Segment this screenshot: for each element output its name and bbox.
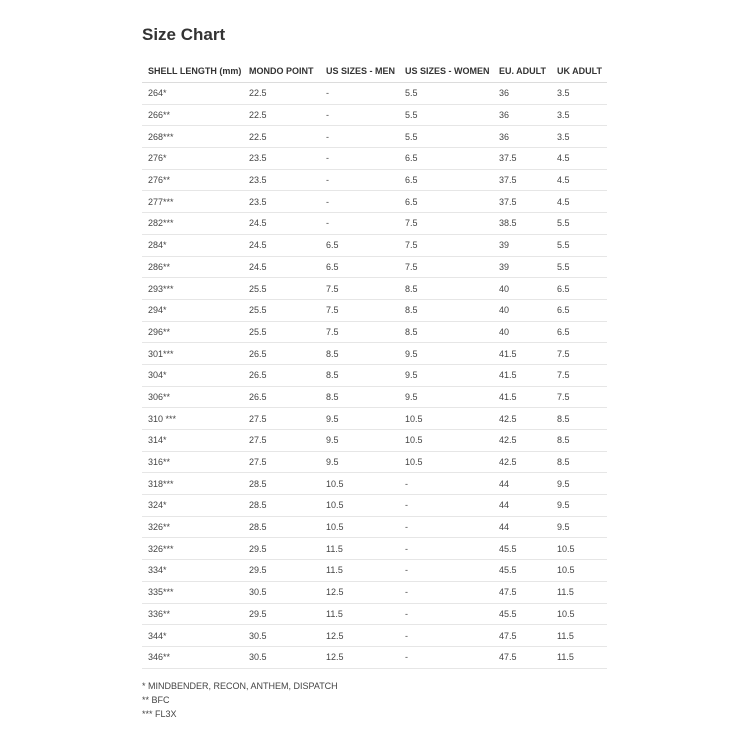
table-row (142, 234, 607, 256)
page-title: Size Chart (142, 25, 226, 44)
table-cell: 27.5 (243, 430, 320, 452)
table-row (142, 581, 607, 603)
table-cell: 9.5 (320, 451, 399, 473)
table-cell: 6.5 (551, 299, 607, 321)
table-cell: 10.5 (551, 538, 607, 560)
table-cell: 344* (142, 625, 243, 647)
table-header-row (142, 59, 607, 83)
table-cell: 277*** (142, 191, 243, 213)
table-cell: 10.5 (551, 560, 607, 582)
table-cell: 28.5 (243, 516, 320, 538)
table-cell: 6.5 (399, 148, 493, 170)
table-cell: 3.5 (551, 104, 607, 126)
table-cell: 40 (493, 278, 551, 300)
table-cell: 29.5 (243, 538, 320, 560)
table-cell: 4.5 (551, 148, 607, 170)
table-cell: 8.5 (399, 278, 493, 300)
column-header: US SIZES - MEN (320, 59, 399, 83)
table-row (142, 278, 607, 300)
table-cell: 44 (493, 495, 551, 517)
table-cell: - (399, 581, 493, 603)
table-cell: 42.5 (493, 451, 551, 473)
table-cell: 294* (142, 299, 243, 321)
table-cell: 25.5 (243, 321, 320, 343)
table-cell: 9.5 (551, 495, 607, 517)
table-cell: 304* (142, 364, 243, 386)
table-cell: 7.5 (399, 234, 493, 256)
table-row (142, 213, 607, 235)
table-cell: 44 (493, 473, 551, 495)
table-row (142, 364, 607, 386)
table-cell: 276* (142, 148, 243, 170)
table-row (142, 473, 607, 495)
table-cell: 47.5 (493, 646, 551, 668)
table-cell: 268*** (142, 126, 243, 148)
table-cell: 42.5 (493, 430, 551, 452)
table-cell: 37.5 (493, 148, 551, 170)
table-cell: 41.5 (493, 343, 551, 365)
table-cell: 12.5 (320, 625, 399, 647)
table-cell: - (399, 625, 493, 647)
table-cell: 25.5 (243, 299, 320, 321)
table-cell: 11.5 (551, 646, 607, 668)
table-row (142, 321, 607, 343)
table-row (142, 104, 607, 126)
table-cell: 9.5 (399, 386, 493, 408)
table-cell: 6.5 (551, 278, 607, 300)
table-cell: 6.5 (320, 256, 399, 278)
table-cell: 37.5 (493, 169, 551, 191)
table-cell: 7.5 (551, 343, 607, 365)
table-cell: 25.5 (243, 278, 320, 300)
table-cell: 30.5 (243, 646, 320, 668)
table-row (142, 148, 607, 170)
table-cell: 4.5 (551, 169, 607, 191)
table-cell: 293*** (142, 278, 243, 300)
table-cell: 5.5 (551, 213, 607, 235)
table-cell: 27.5 (243, 408, 320, 430)
table-cell: 6.5 (399, 191, 493, 213)
table-cell: 27.5 (243, 451, 320, 473)
table-cell: 10.5 (399, 451, 493, 473)
table-cell: 44 (493, 516, 551, 538)
column-header: MONDO POINT (243, 59, 320, 83)
table-cell: 39 (493, 234, 551, 256)
table-row (142, 126, 607, 148)
table-cell: 276** (142, 169, 243, 191)
table-cell: 7.5 (320, 321, 399, 343)
table-cell: 8.5 (551, 430, 607, 452)
table-cell: 45.5 (493, 560, 551, 582)
column-header: SHELL LENGTH (mm) (142, 59, 243, 83)
table-row (142, 343, 607, 365)
table-cell: 28.5 (243, 473, 320, 495)
table-cell: 30.5 (243, 625, 320, 647)
table-cell: 10.5 (399, 408, 493, 430)
table-cell: 324* (142, 495, 243, 517)
table-cell: 9.5 (551, 473, 607, 495)
table-cell: 326*** (142, 538, 243, 560)
table-cell: 37.5 (493, 191, 551, 213)
table-cell: 301*** (142, 343, 243, 365)
table-cell: - (320, 104, 399, 126)
table-cell: 314* (142, 430, 243, 452)
table-cell: 10.5 (320, 473, 399, 495)
table-cell: 24.5 (243, 256, 320, 278)
table-cell: 23.5 (243, 169, 320, 191)
footnote: *** FL3X (142, 709, 177, 719)
table-cell: 9.5 (320, 408, 399, 430)
table-cell: 11.5 (320, 603, 399, 625)
table-cell: - (320, 191, 399, 213)
table-cell: 8.5 (399, 321, 493, 343)
table-row (142, 516, 607, 538)
table-cell: 8.5 (551, 408, 607, 430)
table-cell: - (320, 169, 399, 191)
table-cell: 11.5 (551, 581, 607, 603)
table-cell: 9.5 (399, 364, 493, 386)
table-cell: 316** (142, 451, 243, 473)
table-cell: 3.5 (551, 126, 607, 148)
column-header: US SIZES - WOMEN (399, 59, 493, 83)
table-cell: 5.5 (399, 83, 493, 105)
table-cell: - (399, 516, 493, 538)
column-header: UK ADULT (551, 59, 607, 83)
table-cell: 42.5 (493, 408, 551, 430)
table-cell: 346** (142, 646, 243, 668)
table-cell: 26.5 (243, 343, 320, 365)
table-row (142, 430, 607, 452)
table-cell: 7.5 (399, 256, 493, 278)
table-cell: - (320, 126, 399, 148)
table-cell: 7.5 (320, 278, 399, 300)
table-cell: 335*** (142, 581, 243, 603)
table-row (142, 625, 607, 647)
table-cell: 30.5 (243, 581, 320, 603)
table-cell: 36 (493, 83, 551, 105)
table-cell: 306** (142, 386, 243, 408)
table-cell: 9.5 (320, 430, 399, 452)
table-cell: 318*** (142, 473, 243, 495)
table-row (142, 191, 607, 213)
table-row (142, 495, 607, 517)
table-row (142, 256, 607, 278)
table-row (142, 538, 607, 560)
table-cell: - (399, 495, 493, 517)
table-cell: 12.5 (320, 646, 399, 668)
table-cell: 47.5 (493, 581, 551, 603)
table-cell: 11.5 (320, 538, 399, 560)
table-cell: 38.5 (493, 213, 551, 235)
table-cell: 11.5 (320, 560, 399, 582)
table-cell: 28.5 (243, 495, 320, 517)
table-cell: 24.5 (243, 213, 320, 235)
table-cell: 284* (142, 234, 243, 256)
table-row (142, 646, 607, 668)
table-cell: 5.5 (399, 126, 493, 148)
table-cell: 29.5 (243, 560, 320, 582)
table-cell: 5.5 (551, 234, 607, 256)
table-row (142, 386, 607, 408)
table-cell: 22.5 (243, 104, 320, 126)
table-cell: 40 (493, 321, 551, 343)
table-cell: 8.5 (320, 386, 399, 408)
size-chart-table (142, 59, 607, 669)
table-row (142, 299, 607, 321)
footnote: ** BFC (142, 695, 170, 705)
table-row (142, 560, 607, 582)
table-cell: 7.5 (399, 213, 493, 235)
column-header: EU. ADULT (493, 59, 551, 83)
table-row (142, 408, 607, 430)
table-row (142, 451, 607, 473)
table-cell: 36 (493, 104, 551, 126)
table-cell: 10.5 (320, 516, 399, 538)
table-row (142, 83, 607, 105)
table-cell: 296** (142, 321, 243, 343)
table-cell: 8.5 (320, 364, 399, 386)
table-cell: 282*** (142, 213, 243, 235)
table-cell: 47.5 (493, 625, 551, 647)
table-cell: 334* (142, 560, 243, 582)
table-cell: 36 (493, 126, 551, 148)
footnote: * MINDBENDER, RECON, ANTHEM, DISPATCH (142, 681, 338, 691)
table-cell: 266** (142, 104, 243, 126)
table-cell: 9.5 (399, 343, 493, 365)
table-cell: - (320, 83, 399, 105)
table-cell: 41.5 (493, 386, 551, 408)
table-cell: 3.5 (551, 83, 607, 105)
table-cell: 10.5 (551, 603, 607, 625)
table-cell: - (399, 538, 493, 560)
table-cell: 41.5 (493, 364, 551, 386)
table-cell: 326** (142, 516, 243, 538)
table-cell: 7.5 (320, 299, 399, 321)
table-cell: 8.5 (551, 451, 607, 473)
table-cell: 26.5 (243, 386, 320, 408)
table-cell: 10.5 (320, 495, 399, 517)
table-cell: - (320, 213, 399, 235)
table-cell: 8.5 (320, 343, 399, 365)
table-cell: 39 (493, 256, 551, 278)
table-cell: 10.5 (399, 430, 493, 452)
footnotes (142, 679, 338, 721)
table-cell: 29.5 (243, 603, 320, 625)
table-cell: 5.5 (399, 104, 493, 126)
table-cell: 336** (142, 603, 243, 625)
table-cell: - (399, 646, 493, 668)
table-cell: 23.5 (243, 148, 320, 170)
table-cell: 45.5 (493, 603, 551, 625)
table-cell: 7.5 (551, 386, 607, 408)
table-cell: 7.5 (551, 364, 607, 386)
table-cell: 40 (493, 299, 551, 321)
table-cell: 22.5 (243, 83, 320, 105)
table-cell: 310 *** (142, 408, 243, 430)
table-cell: 8.5 (399, 299, 493, 321)
table-cell: - (320, 148, 399, 170)
table-row (142, 169, 607, 191)
table-cell: 12.5 (320, 581, 399, 603)
table-cell: 11.5 (551, 625, 607, 647)
table-cell: 4.5 (551, 191, 607, 213)
table-cell: 6.5 (320, 234, 399, 256)
table-cell: 6.5 (551, 321, 607, 343)
table-cell: - (399, 560, 493, 582)
table-cell: - (399, 603, 493, 625)
table-cell: 24.5 (243, 234, 320, 256)
table-cell: 22.5 (243, 126, 320, 148)
table-cell: 5.5 (551, 256, 607, 278)
table-cell: 264* (142, 83, 243, 105)
table-cell: 26.5 (243, 364, 320, 386)
table-cell: 23.5 (243, 191, 320, 213)
table-cell: 6.5 (399, 169, 493, 191)
table-cell: - (399, 473, 493, 495)
table-row (142, 603, 607, 625)
table-cell: 286** (142, 256, 243, 278)
table-cell: 45.5 (493, 538, 551, 560)
table-cell: 9.5 (551, 516, 607, 538)
